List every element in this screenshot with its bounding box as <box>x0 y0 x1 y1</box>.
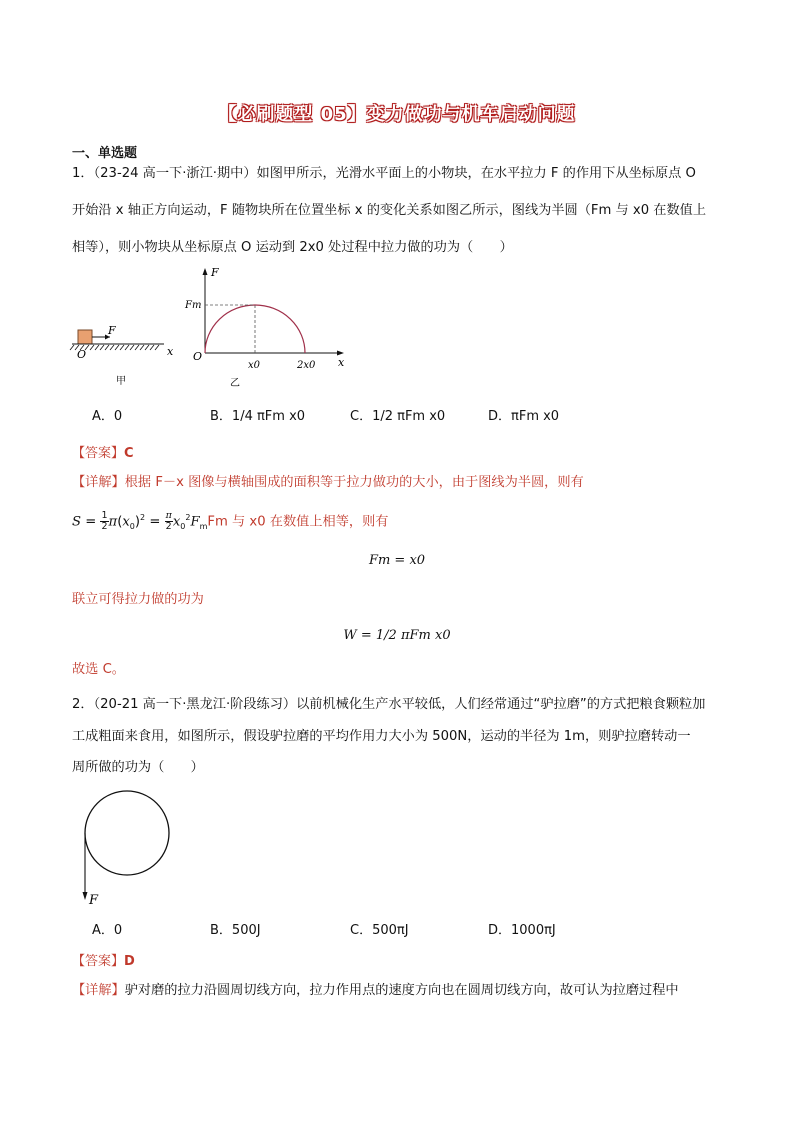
q1-detail2: S = $\frac{1}{2}$ $\pi(x_0)^2$ = $\frac{\pi}{2}$ $x_0^2F_mFm$ 与 x0 在数值上相等，则有 <box>72 509 389 532</box>
q1-option-a[interactable]: A．0 <box>92 409 123 424</box>
q1-line2: 开始沿 x 轴正方向运动，F 随物块所在位置坐标 x 的变化关系如图乙所示，图线为半圆（Fm 与 x0 在数值上 <box>72 203 707 218</box>
q2-figure <box>70 782 180 912</box>
axis-label-F: F <box>211 266 219 279</box>
label-x0: x0 <box>248 360 261 371</box>
q1-detail1 <box>72 473 584 493</box>
eq-w: W = 1/2 πFm x0 <box>343 628 451 643</box>
axis-label-x: x <box>338 356 345 369</box>
section-heading: 一、单选题 <box>72 146 138 161</box>
q1-option-c[interactable]: C．1/2 πFm x0 <box>350 409 446 424</box>
force-label-F: F <box>89 893 99 908</box>
q2-line3: 周所做的功为（ ） <box>72 760 204 775</box>
page-title: 【必刷题型 05】变力做功与机车启动问题 <box>218 104 576 125</box>
eq-fm: Fm = x0 <box>368 553 426 568</box>
q2-option-c[interactable]: C．500πJ <box>350 923 409 938</box>
block-shape <box>78 330 92 344</box>
q1-option-d[interactable]: D．πFm x0 <box>488 409 560 424</box>
answer-label: 【答案】 <box>72 954 125 969</box>
detail-text: 根据 F－x 图像与横轴围成的面积等于拉力做功的大小，由于图线为半圆，则有 <box>124 475 584 490</box>
label-F: F <box>108 324 116 337</box>
caption-yi: 乙 <box>230 378 240 389</box>
answer-value: C <box>124 446 134 461</box>
q1-option-b[interactable]: B．1/4 πFm x0 <box>210 409 306 424</box>
answer-label: 【答案】 <box>72 446 125 461</box>
q1-line1: 1．（23-24 高一下·浙江·期中）如图甲所示，光滑水平面上的小物块，在水平拉力 F 的作用下从坐标原点 O <box>72 166 696 181</box>
detail2-tail: Fm 与 x0 在数值上相等，则有 <box>207 514 389 530</box>
q2-option-a[interactable]: A．0 <box>92 923 123 938</box>
q1-figure-yi <box>180 262 350 392</box>
q2-option-d[interactable]: D．1000πJ <box>488 923 556 938</box>
q2-detail1 <box>72 981 679 1001</box>
q1-answer <box>72 442 134 461</box>
answer-value: D <box>124 954 135 969</box>
label-origin: O <box>193 350 203 363</box>
label-Fm: Fm <box>185 300 202 311</box>
label-O: O <box>77 348 87 361</box>
label-2x0: 2x0 <box>297 360 316 371</box>
millstone-circle <box>85 791 169 875</box>
q1-detail4: 故选 C。 <box>72 662 125 677</box>
q2-line2: 工成粗面来食用，如图所示，假设驴拉磨的平均作用力大小为 500N，运动的半径为 1m，则驴拉磨转动一 <box>72 729 691 744</box>
q1-line3: 相等），则小物块从坐标原点 O 运动到 2x0 处过程中拉力做的功为（ ） <box>72 240 513 255</box>
detail-label: 【详解】 <box>72 983 125 998</box>
caption-jia: 甲 <box>116 376 126 387</box>
detail-text: 驴对磨的拉力沿圆周切线方向，拉力作用点的速度方向也在圆周切线方向，故可认为拉磨过程中 <box>124 983 679 998</box>
q1-figure-jia <box>68 318 178 388</box>
q1-detail3: 联立可得拉力做的功为 <box>72 592 204 607</box>
label-x: x <box>167 345 174 358</box>
q2-line1: 2．（20-21 高一下·黑龙江·阶段练习）以前机械化生产水平较低，人们经常通过“驴拉磨”的方式把粮食颗粒加 <box>72 697 706 712</box>
q2-answer <box>72 950 135 969</box>
q2-option-b[interactable]: B．500J <box>210 923 261 938</box>
detail-label: 【详解】 <box>72 475 125 490</box>
